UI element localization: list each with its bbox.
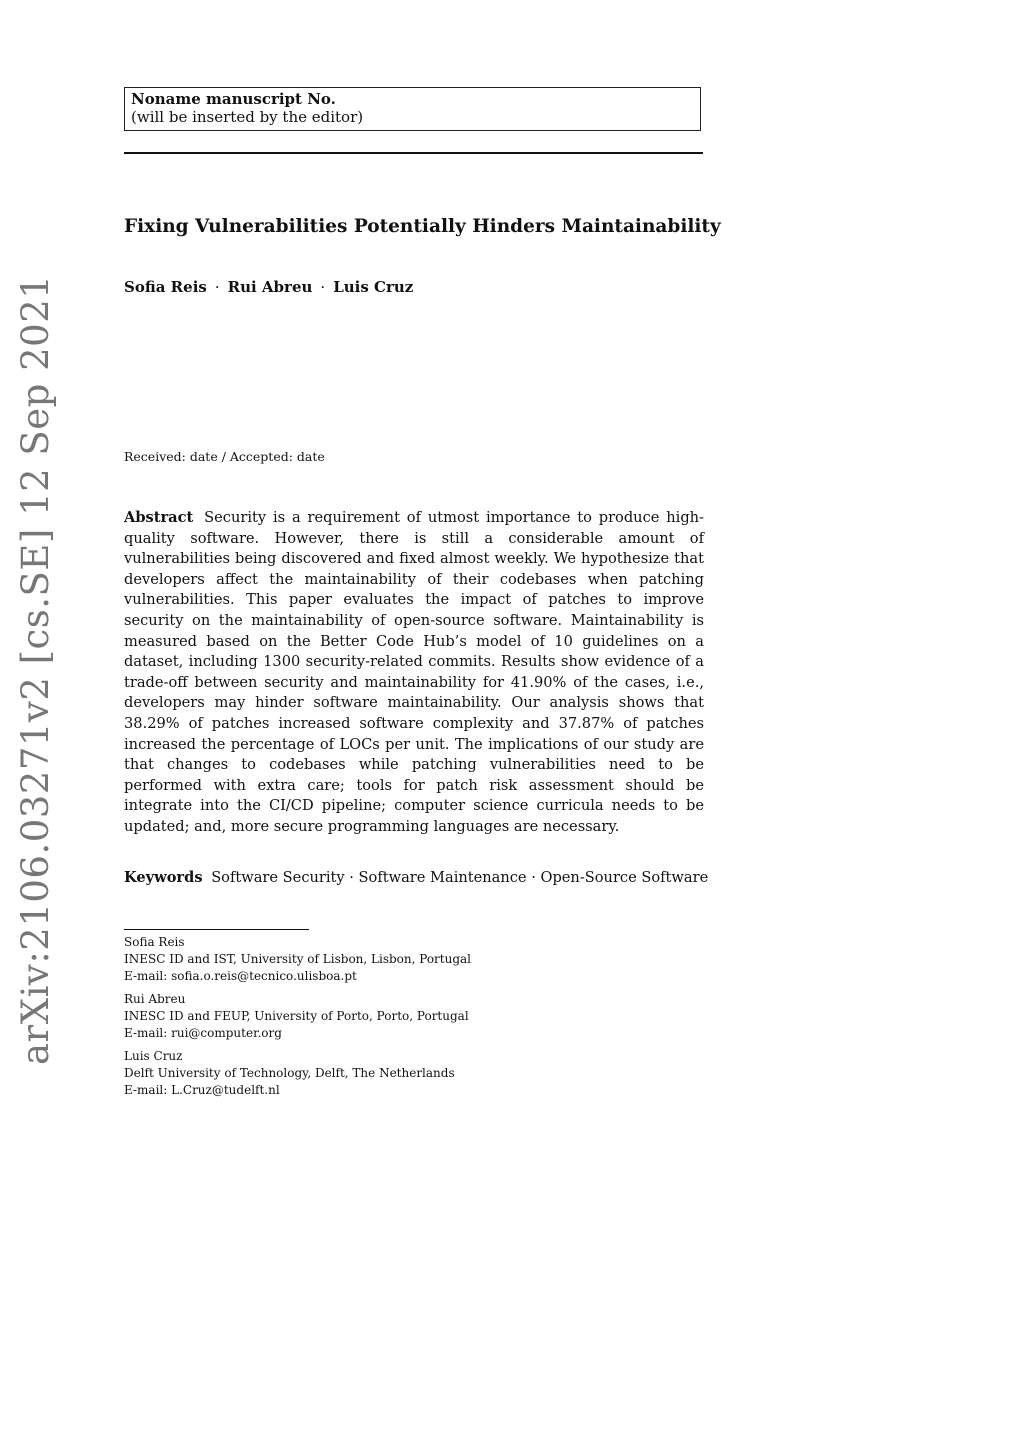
affiliation-institution: Delft University of Technology, Delft, The Netherlands	[124, 1065, 455, 1080]
author-name: Rui Abreu	[227, 278, 313, 296]
affiliation-name: Sofia Reis	[124, 935, 185, 949]
keywords-label: Keywords	[124, 869, 203, 886]
affiliation-email: E-mail: sofia.o.reis@tecnico.ulisboa.pt	[124, 968, 357, 983]
header-rule	[124, 152, 703, 154]
manuscript-editor-note: (will be inserted by the editor)	[131, 108, 364, 126]
abstract	[124, 508, 704, 838]
arxiv-identifier-stamp: arXiv:2106.03271v2 [cs.SE] 12 Sep 2021	[14, 274, 57, 1065]
affiliation-email: E-mail: L.Cruz@tudelft.nl	[124, 1082, 280, 1097]
author-name: Sofia Reis	[124, 278, 207, 296]
affiliation-name: Rui Abreu	[124, 992, 186, 1006]
affiliation-block	[124, 934, 471, 984]
affiliation-name: Luis Cruz	[124, 1049, 183, 1063]
author-separator: ·	[320, 278, 326, 296]
affiliation-block	[124, 1048, 455, 1098]
affiliation-block	[124, 991, 469, 1041]
author-name: Luis Cruz	[333, 278, 414, 296]
affiliation-institution: INESC ID and FEUP, University of Porto, Porto, Portugal	[124, 1008, 469, 1023]
author-list	[124, 278, 413, 296]
author-separator: ·	[214, 278, 220, 296]
affiliation-email: E-mail: rui@computer.org	[124, 1025, 282, 1040]
footnote-rule	[124, 929, 309, 930]
abstract-text: Security is a requirement of utmost importance to produce high-quality software. However, there is still a considerable amount of vulnerabilities being discovered and fixed almost weekly. We hypothesize that developers affect the maintainability of their codebases when patching vulnerabilities. This paper evaluates the impact of patches to improve security on the maintainability of open-source software. Maintainability is measured based on the Better Code Hub’s model of 10 guidelines on a dataset, including 1300 security-related commits. Results show evidence of a trade-off between security and maintainability for 41.90% of the cases, i.e., developers may hinder software maintainability. Our analysis shows that 38.29% of patches increased software complexity and 37.87% of patches increased the percentage of LOCs per unit. The implications of our study are that changes to codebases while patching vulnerabilities need to be performed with extra care; tools for patch risk assessment should be integrate into the CI/CD pipeline; computer science curricula needs to be updated; and, more secure programming languages are necessary.	[124, 509, 704, 835]
abstract-label: Abstract	[124, 509, 194, 526]
manuscript-info-box	[124, 87, 701, 131]
keywords	[124, 869, 724, 886]
manuscript-number: Noname manuscript No.	[131, 90, 336, 108]
keywords-text: Software Security · Software Maintenance · Open-Source Software	[211, 869, 709, 886]
affiliation-institution: INESC ID and IST, University of Lisbon, Lisbon, Portugal	[124, 951, 472, 966]
paper-title: Fixing Vulnerabilities Potentially Hinders Maintainability	[124, 216, 721, 237]
received-accepted-line: Received: date / Accepted: date	[124, 449, 325, 464]
